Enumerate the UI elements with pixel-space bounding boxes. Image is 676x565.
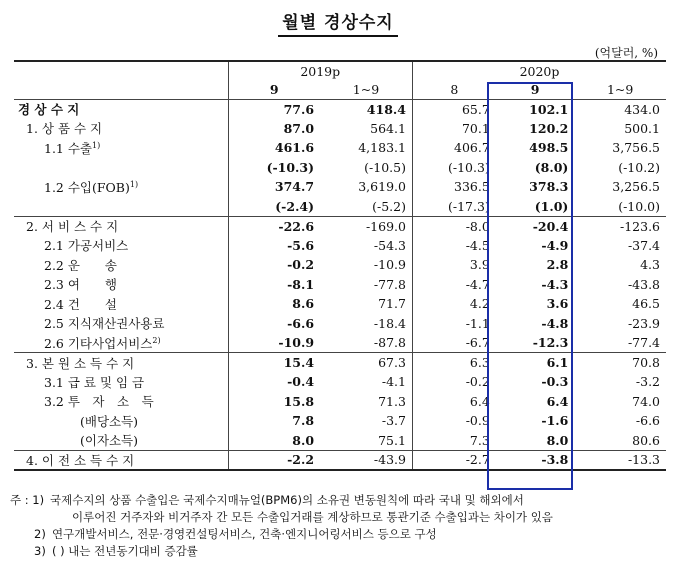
- table-cell: -10.9: [228, 333, 320, 353]
- table-cell: (-2.4): [228, 197, 320, 217]
- table-cell: 75.1: [378, 432, 406, 448]
- table-cell: -0.9: [412, 411, 495, 431]
- table-row: [14, 158, 666, 178]
- table-cell: -43.9: [320, 450, 412, 470]
- footnote-3-text: ( ) 내는 전년동기대비 증감률: [52, 544, 198, 558]
- table-cell: 564.1: [370, 120, 406, 136]
- table-cell: 80.6: [632, 432, 660, 448]
- table-cell: 6.4: [546, 393, 569, 409]
- footnote-2-text: 연구개발서비스, 전문·경영컨설팅서비스, 건축·엔지니어링서비스 등으로 구성: [52, 527, 437, 541]
- table-row: [14, 177, 666, 197]
- table-cell: 406.7: [412, 138, 495, 158]
- table-row: [14, 119, 666, 139]
- row-label: [14, 158, 228, 178]
- row-label: [14, 197, 228, 217]
- row-label-text: 2.2 운 송: [44, 257, 118, 273]
- table-cell: -0.3: [541, 374, 569, 390]
- table-cell: -22.6: [228, 216, 320, 236]
- table-cell: 8.6: [228, 294, 320, 314]
- table-cell: (-10.3): [228, 158, 320, 178]
- table-row: [14, 255, 666, 275]
- table-cell: 46.5: [632, 296, 660, 312]
- table-cell: -20.4: [496, 216, 575, 236]
- table-row: [14, 431, 666, 451]
- row-label-text: 1.1 수출: [44, 140, 93, 156]
- row-label: [14, 411, 228, 431]
- table-cell: 71.7: [378, 296, 406, 312]
- table-row: [14, 372, 666, 392]
- table-cell: 6.3: [412, 353, 495, 373]
- table-cell: 374.7: [228, 177, 320, 197]
- table-cell: (-10.5): [364, 159, 406, 175]
- table-cell: -123.6: [574, 216, 666, 236]
- row-label-text: 2.6 기타사업서비스: [44, 335, 153, 351]
- table-cell: 434.0: [574, 99, 666, 119]
- table-row: [14, 236, 666, 256]
- table-cell: 3,619.0: [358, 179, 406, 195]
- table-cell: 87.0: [228, 119, 320, 139]
- row-label-text: 3.1 급 료 및 임 금: [44, 374, 145, 390]
- table-cell: -6.6: [635, 413, 660, 429]
- row-label: [14, 119, 228, 139]
- table-cell: 3.9: [412, 255, 495, 275]
- row-label: [14, 450, 228, 470]
- table-cell: -169.0: [320, 216, 412, 236]
- table-cell: -8.0: [412, 216, 495, 236]
- table-cell: -43.8: [627, 276, 660, 292]
- table-cell: -4.7: [412, 275, 495, 295]
- row-label-text: 3. 본 원 소 득 수 지: [26, 355, 135, 371]
- row-label-text: 1.2 수입(FOB): [44, 179, 130, 195]
- header-2019: 2019p: [228, 61, 412, 80]
- row-label-text: (이자소득): [80, 433, 139, 448]
- row-label: [14, 392, 228, 412]
- table-cell: -12.3: [532, 335, 569, 350]
- footnote-marker: 2): [152, 335, 161, 345]
- row-label: [14, 333, 228, 353]
- table-cell: (-10.0): [618, 198, 660, 214]
- table-cell: -6.7: [412, 333, 495, 353]
- table-cell: -4.1: [381, 374, 406, 390]
- unit-label: (억달러, %): [594, 46, 658, 60]
- row-label-text: 4. 이 전 소 득 수 지: [26, 452, 135, 468]
- table-cell: 461.6: [228, 138, 320, 158]
- footnote-2: [10, 526, 670, 543]
- table-cell: 120.2: [529, 120, 569, 136]
- table-cell: -1.1: [412, 314, 495, 334]
- header-col: 1~9: [574, 80, 666, 99]
- table-row: [14, 138, 666, 158]
- row-label: [14, 275, 228, 295]
- row-label: [14, 236, 228, 256]
- table-cell: 70.1: [412, 119, 495, 139]
- table-cell: -4.3: [541, 276, 569, 292]
- table-cell: -18.4: [373, 315, 406, 331]
- table-cell: 498.5: [529, 140, 569, 156]
- table-row: [14, 99, 666, 119]
- table-row: [14, 197, 666, 217]
- table-cell: -77.8: [373, 276, 406, 292]
- table-cell: 500.1: [624, 120, 660, 136]
- table-cell: -3.7: [381, 413, 406, 429]
- table-cell: 418.4: [320, 99, 412, 119]
- footnote-1-line2: 이루어진 거주자와 비거주자 간 모든 수출입거래를 계상하므로 통관기준 수출입과는 차이가 있음: [72, 510, 553, 524]
- table-cell: 15.4: [228, 353, 320, 373]
- table-cell: 8.0: [546, 432, 569, 448]
- table-cell: 71.3: [378, 393, 406, 409]
- row-label-text: 2.3 여 행: [44, 277, 118, 293]
- table-cell: 74.0: [632, 393, 660, 409]
- row-label-text: 2.1 가공서비스: [44, 238, 129, 254]
- table-row: [14, 275, 666, 295]
- header-2020: 2020p: [412, 61, 666, 80]
- row-label: [14, 431, 228, 451]
- footnote-prefix: 주 : 1): [10, 493, 45, 507]
- table-cell: (-17.3): [412, 197, 495, 217]
- header-col: 1~9: [320, 80, 412, 99]
- footnotes: [10, 492, 670, 560]
- table-row: [14, 314, 666, 334]
- row-label: [14, 255, 228, 275]
- footnote-1-cont: [10, 509, 670, 526]
- table-cell: 6.4: [412, 392, 495, 412]
- table-row: [14, 353, 666, 373]
- table-cell: 6.1: [496, 353, 575, 373]
- table-row: [14, 216, 666, 236]
- table-cell: 7.3: [412, 431, 495, 451]
- table-row: [14, 333, 666, 353]
- table-cell: -10.9: [373, 257, 406, 273]
- table-cell: (1.0): [534, 198, 569, 214]
- table-cell: -87.8: [373, 335, 406, 350]
- table-cell: 3,756.5: [612, 140, 660, 156]
- footnote-1: [10, 492, 670, 509]
- table-cell: 15.8: [228, 392, 320, 412]
- table-cell: 4.2: [412, 294, 495, 314]
- header-col: 9: [496, 80, 575, 99]
- row-label: [14, 294, 228, 314]
- table-cell: -54.3: [373, 237, 406, 253]
- table-cell: -3.2: [635, 374, 660, 390]
- footnote-3: [10, 543, 670, 560]
- table-cell: 67.3: [320, 353, 412, 373]
- table-cell: -23.9: [627, 315, 660, 331]
- table-cell: (-10.3): [412, 158, 495, 178]
- table-row: [14, 294, 666, 314]
- table-row: [14, 411, 666, 431]
- table-cell: -0.2: [228, 255, 320, 275]
- table-cell: 8.0: [228, 431, 320, 451]
- table-cell: 7.8: [228, 411, 320, 431]
- header-col: 9: [228, 80, 320, 99]
- row-label: [14, 216, 228, 236]
- table-cell: 378.3: [529, 179, 569, 195]
- table-cell: 77.6: [228, 99, 320, 119]
- table-cell: -0.2: [412, 372, 495, 392]
- table-row: [14, 392, 666, 412]
- table-cell: 4.3: [640, 257, 660, 273]
- table-cell: -3.8: [496, 450, 575, 470]
- table-cell: (-10.2): [618, 159, 660, 175]
- table-cell: -8.1: [228, 275, 320, 295]
- table-cell: -5.6: [228, 236, 320, 256]
- footnote-marker: 1): [92, 140, 101, 150]
- table-cell: 3,256.5: [612, 179, 660, 195]
- row-label-text: 3.2 투 자 소 득: [44, 394, 154, 410]
- row-label: [14, 138, 228, 158]
- row-label-text: 2. 서 비 스 수 지: [26, 219, 119, 234]
- footnote-3-key: 3): [34, 544, 46, 558]
- table-cell: -13.3: [574, 450, 666, 470]
- header-col: 8: [412, 80, 495, 99]
- row-label-text: (배당소득): [80, 413, 139, 429]
- table-cell: 70.8: [574, 353, 666, 373]
- table-cell: -77.4: [627, 335, 660, 350]
- page-title: 월별 경상수지: [0, 8, 676, 33]
- footnote-marker: 1): [129, 179, 139, 189]
- table-cell: -4.5: [412, 236, 495, 256]
- table-cell: -4.9: [541, 237, 569, 253]
- table-cell: -4.8: [541, 315, 569, 331]
- table-cell: 3.6: [546, 296, 569, 312]
- header-blank: [14, 61, 228, 99]
- row-label: [14, 99, 228, 119]
- table-cell: -1.6: [541, 413, 569, 429]
- row-label-text: 경 상 수 지: [18, 102, 80, 117]
- row-label-text: 2.5 지식재산권사용료: [44, 316, 165, 332]
- table-cell: 2.8: [546, 257, 569, 273]
- table-cell: -2.2: [228, 450, 320, 470]
- row-label: [14, 372, 228, 392]
- row-label-text: 2.4 건 설: [44, 296, 118, 312]
- footnote-1-line1: 국제수지의 상품 수출입은 국제수지매뉴얼(BPM6)의 소유권 변동원칙에 따라 국내 및 해외에서: [50, 493, 524, 507]
- table-row: [14, 450, 666, 470]
- table-cell: -0.4: [228, 372, 320, 392]
- table-cell: 4,183.1: [358, 140, 406, 156]
- row-label-text: 1. 상 품 수 지: [26, 121, 103, 137]
- table-cell: -37.4: [627, 237, 660, 253]
- table-cell: 65.7: [412, 99, 495, 119]
- table-cell: 336.5: [412, 177, 495, 197]
- current-account-table: [14, 60, 666, 471]
- footnote-2-key: 2): [34, 527, 46, 541]
- row-label: [14, 353, 228, 373]
- row-label: [14, 177, 228, 197]
- row-label: [14, 314, 228, 334]
- table-cell: (-5.2): [372, 198, 406, 214]
- table-cell: (8.0): [534, 159, 569, 175]
- table-cell: -6.6: [228, 314, 320, 334]
- table-cell: -2.7: [412, 450, 495, 470]
- table-cell: 102.1: [496, 99, 575, 119]
